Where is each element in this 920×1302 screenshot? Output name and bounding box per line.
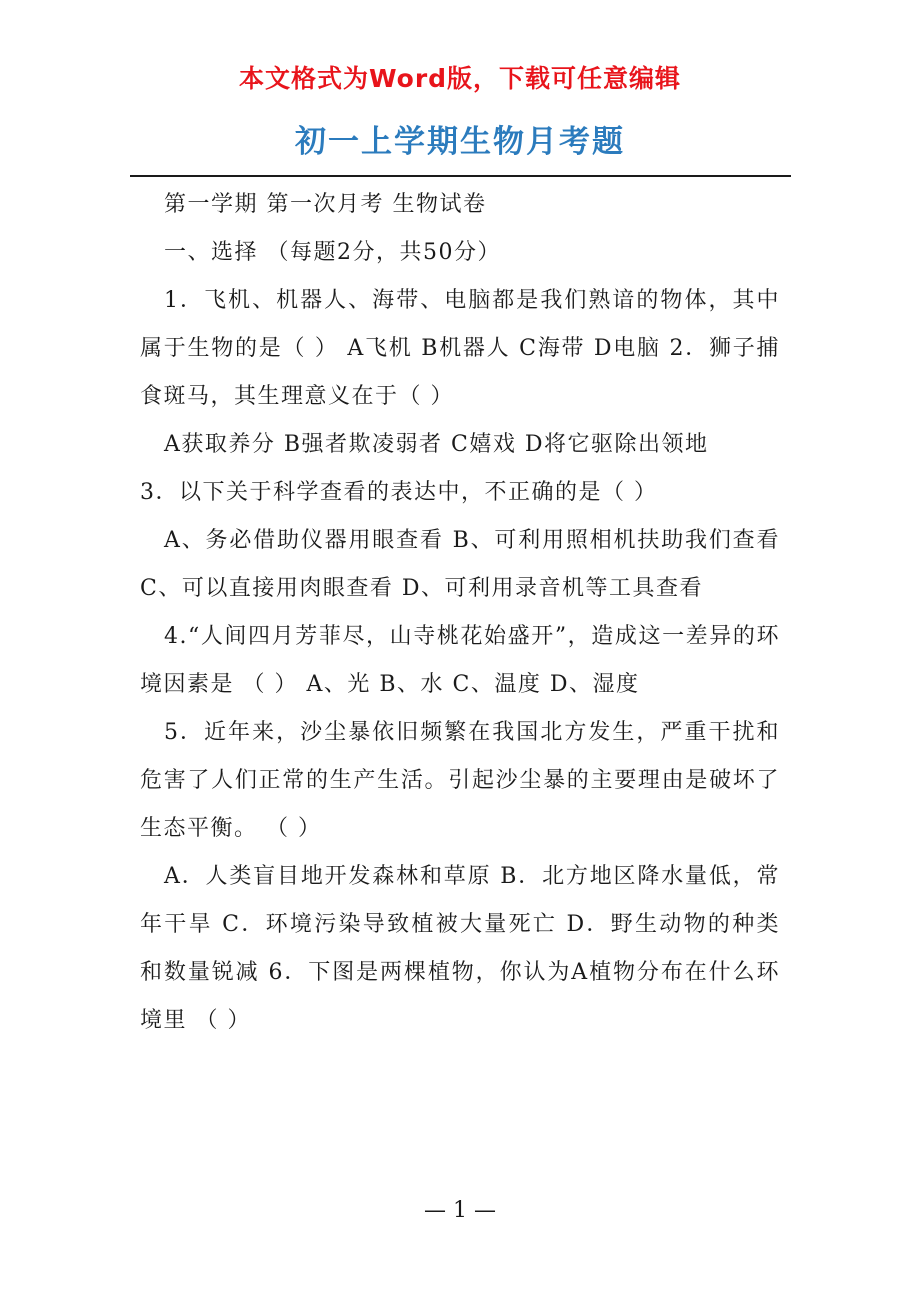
title-divider — [130, 175, 791, 177]
exam-body — [140, 181, 780, 1045]
question-2-options: A获取养分 B强者欺凌弱者 C嬉戏 D将它驱除出领地 — [164, 432, 709, 457]
word-format-banner: 本文格式为Word版，下载可任意编辑 — [238, 64, 682, 93]
document-title: 初一上学期生物月考题 — [295, 124, 625, 160]
question-4: 4.“人间四月芳菲尽，山寺桃花始盛开”，造成这一差异的环境因素是 （ ） A、光 B、水 C、温度 D、湿度 — [140, 624, 780, 697]
page-number: — 1 — — [424, 1198, 496, 1223]
question-5: 5．近年来，沙尘暴依旧频繁在我国北方发生，严重干扰和危害了人们正常的生产生活。引起沙尘暴的主要理由是破坏了生态平衡。 （ ） — [140, 720, 780, 841]
question-1-2: 1．飞机、机器人、海带、电脑都是我们熟谙的物体，其中属于生物的是（ ） A飞机 B机器人 C海带 D电脑 2．狮子捕食斑马，其生理意义在于（ ） — [140, 288, 780, 409]
question-3: 3．以下关于科学查看的表达中，不正确的是（ ） — [140, 480, 658, 505]
question-5-options-and-6: A．人类盲目地开发森林和草原 B．北方地区降水量低，常年干旱 C．环境污染导致植被大量死亡 D．野生动物的种类和数量锐减 6．下图是两棵植物，你认为A植物分布在什么环境里 （ ） — [140, 864, 780, 1033]
section-heading: 一、选择 （每题2分，共50分） — [164, 240, 501, 265]
exam-header-line: 第一学期 第一次月考 生物试卷 — [164, 192, 487, 217]
question-3-options: A、务必借助仪器用眼查看 B、可利用照相机扶助我们查看 C、可以直接用肉眼查看 D、可利用录音机等工具查看 — [140, 528, 780, 601]
